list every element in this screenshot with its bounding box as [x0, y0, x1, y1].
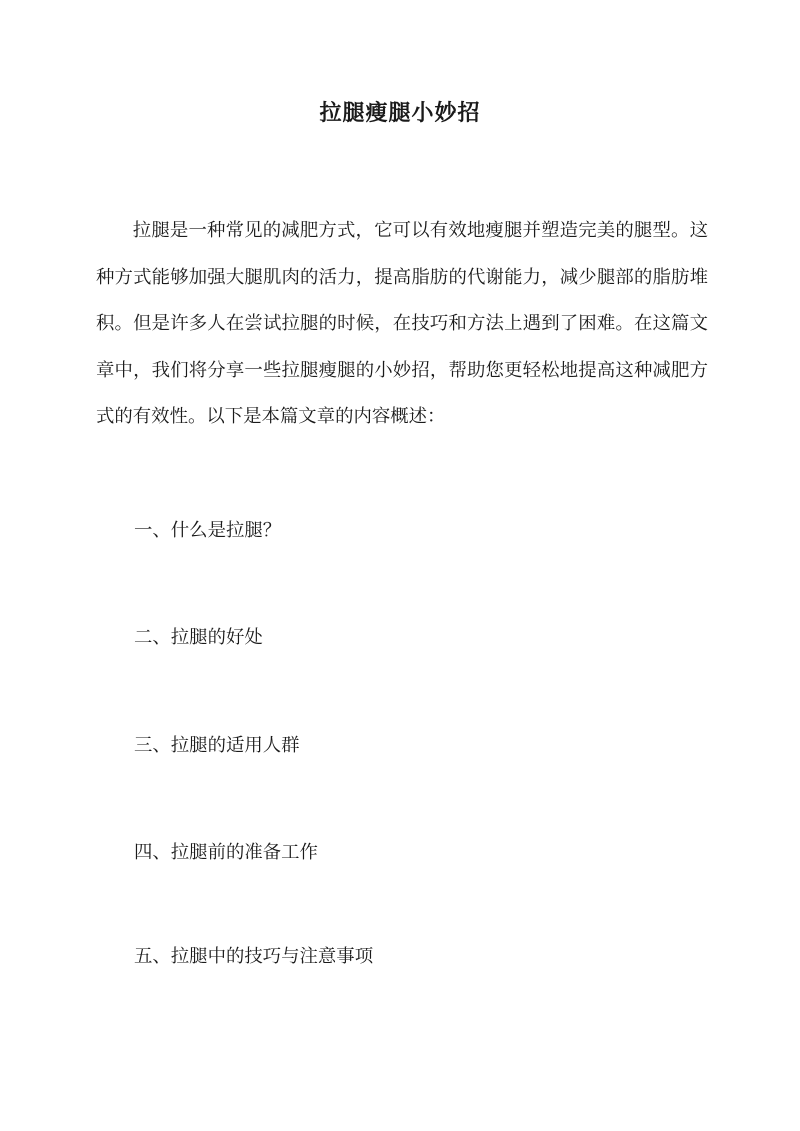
document-title: 拉腿瘦腿小妙招: [319, 100, 481, 126]
outline-item-4: 四、拉腿前的准备工作: [134, 842, 318, 863]
outline-item-3: 三、拉腿的适用人群: [134, 735, 300, 756]
outline-item-1: 一、什么是拉腿？: [134, 520, 282, 541]
intro-paragraph: 拉腿是一种常见的减肥方式，它可以有效地瘦腿并塑造完美的腿型。这种方式能够加强大腿肌肉的活力，提高脂肪的代谢能力，减少腿部的脂肪堆积。但是许多人在尝试拉腿的时候，在技巧和方法上遇到了困难。在这篇文章中，我们将分享一些拉腿瘦腿的小妙招，帮助您更轻松地提高这种减肥方式的有效性。以下是本篇文章的内容概述：: [96, 220, 708, 427]
outline-item-2: 二、拉腿的好处: [134, 627, 263, 648]
outline-item-5: 五、拉腿中的技巧与注意事项: [134, 946, 374, 967]
